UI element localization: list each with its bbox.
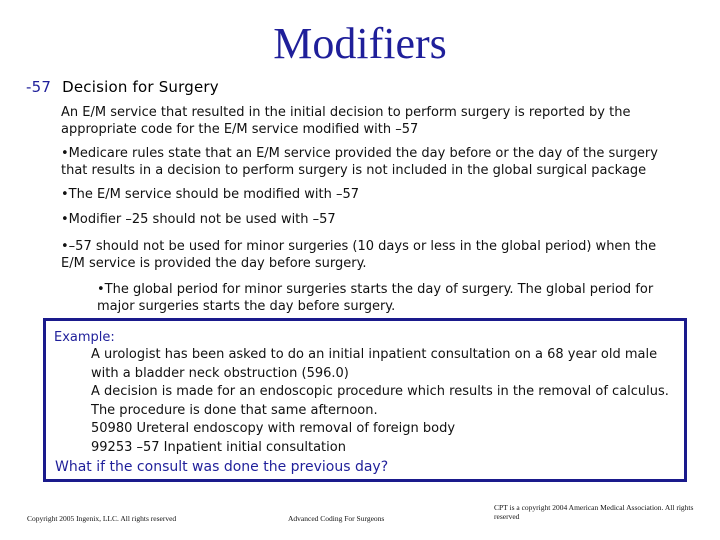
example-line: The procedure is done that same afternoon. (91, 402, 378, 418)
intro-paragraph: An E/M service that resulted in the initial decision to perform surgery is reported by the appropriate code for the E/M service modified with –57 (61, 105, 631, 137)
sub-bullet-global-period: •The global period for minor surgeries starts the day of surgery. The global period for major surgeries starts the day before surgery. (97, 282, 654, 314)
bullet-medicare-rules: •Medicare rules state that an E/M service provided the day before or the day of the surgery that results in a decision to perform surgery is not included in the global surgical package (61, 146, 658, 178)
heading-text: Decision for Surgery (62, 78, 219, 96)
example-lines (91, 346, 671, 457)
slide-title (0, 18, 720, 70)
section-heading (26, 78, 219, 96)
footer-copyright-ingenix: Copyright 2005 Ingenix, LLC. All rights reserved (27, 514, 177, 523)
example-question: What if the consult was done the previous day? (55, 459, 389, 475)
example-line: with a bladder neck obstruction (596.0) (91, 365, 349, 381)
bullet-modified-with-57: •The E/M service should be modified with –57 (61, 187, 360, 202)
bullet-minor-surgeries: •–57 should not be used for minor surgeries (10 days or less in the global period) when the E/M service is provided the day before surgery. (61, 239, 657, 271)
example-line: 99253 –57 Inpatient initial consultation (91, 439, 346, 455)
modifier-code: -57 (26, 78, 52, 96)
footer-course-title: Advanced Coding For Surgeons (288, 514, 385, 523)
slide-title-text: Modifiers (273, 19, 447, 68)
example-label: Example: (54, 330, 115, 345)
footer-cpt-copyright: CPT is a copyright 2004 American Medical Association. All rights reserved (494, 503, 694, 521)
example-line: A urologist has been asked to do an initial inpatient consultation on a 68 year old male (91, 347, 658, 362)
bullet-modifier-25: •Modifier –25 should not be used with –57 (61, 212, 336, 227)
example-line: A decision is made for an endoscopic procedure which results in the removal of calculus. (91, 384, 669, 399)
example-line: 50980 Ureteral endoscopy with removal of foreign body (91, 421, 456, 436)
